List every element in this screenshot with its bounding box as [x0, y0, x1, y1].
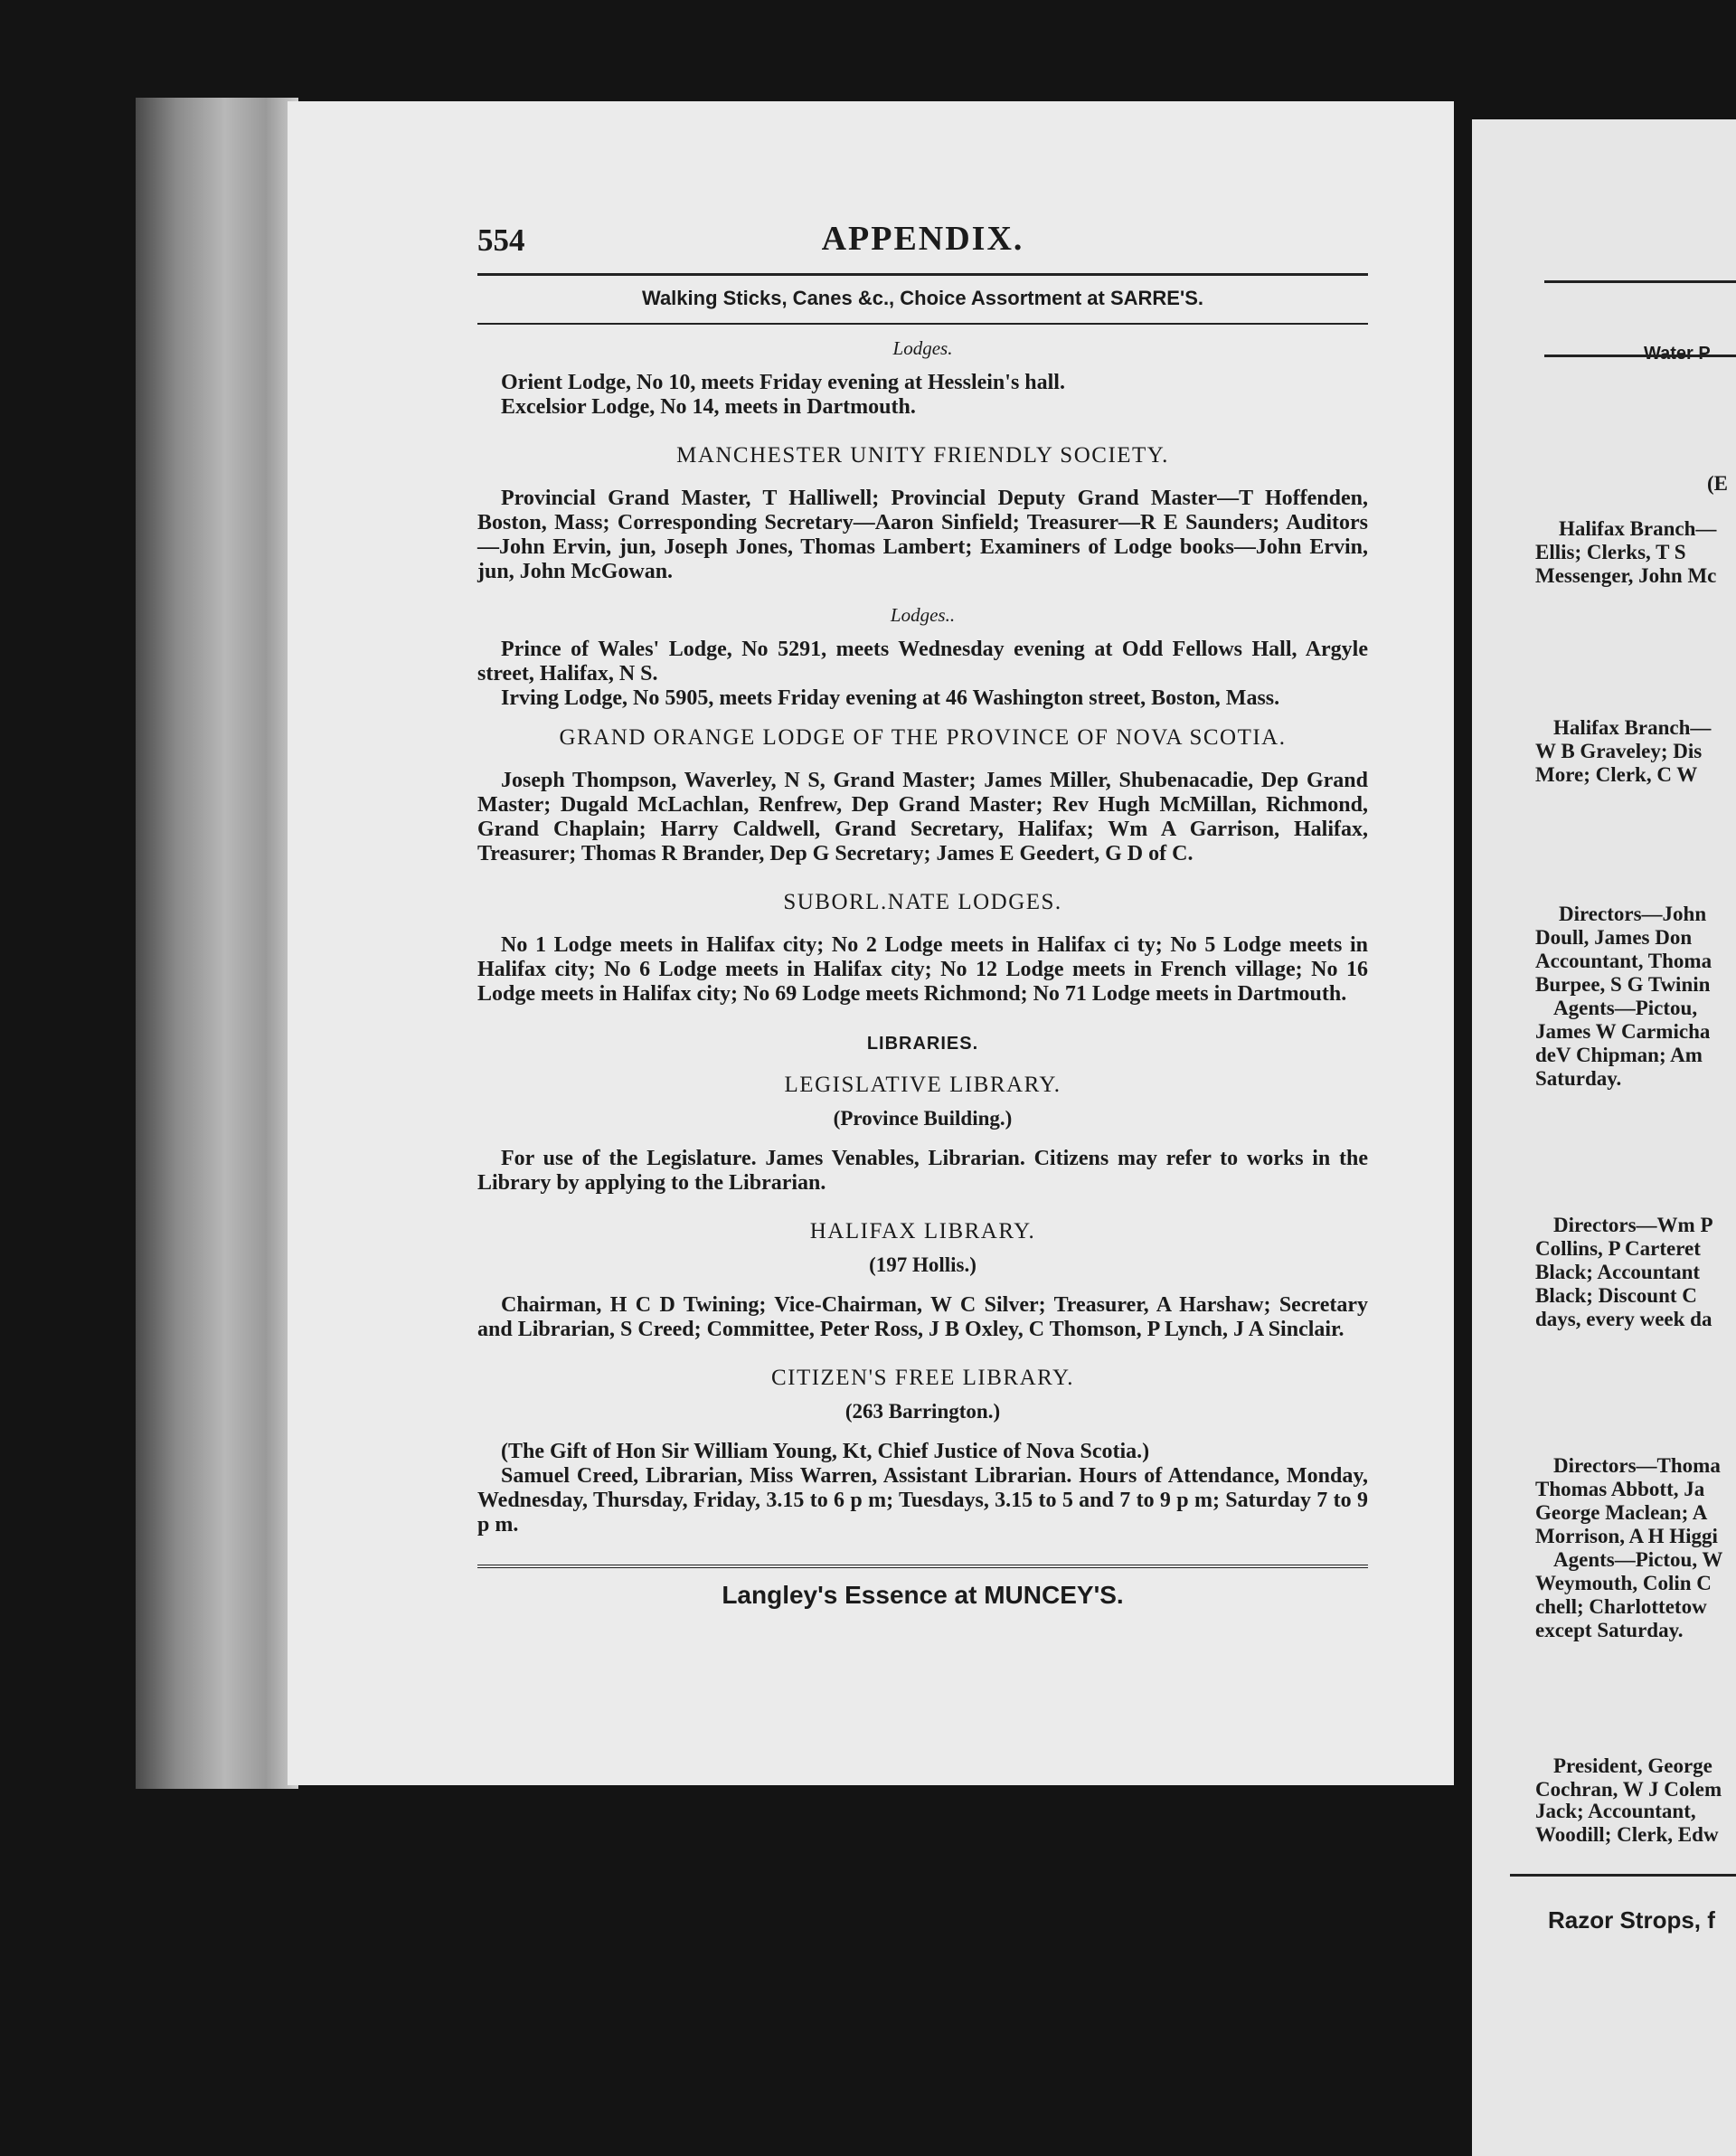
section-heading-manchester: MANCHESTER UNITY FRIENDLY SOCIETY.: [676, 443, 1169, 468]
right-text-fragment: Agents—Pictou,: [1553, 997, 1698, 1019]
halifax-library-text: Chairman, H C D Twining; Vice-Chairman, W C Silver; Treasurer, A Harshaw; Secretary and Librarian, S Creed; Committee, Peter Ross, J B Oxley, C Thomson, P Lynch, J A Sinclair.: [477, 1293, 1368, 1341]
right-text-fragment: Black; Discount C: [1535, 1284, 1697, 1307]
page-title: APPENDIX.: [821, 220, 1024, 258]
lodge-entry: Orient Lodge, No 10, meets Friday evening at Hesslein's hall.: [501, 371, 1065, 394]
orange-lodge-officers: Joseph Thompson, Waverley, N S, Grand Master; James Miller, Shubenacadie, Dep Grand Master; Dugald McLachlan, Renfrew, Dep Grand Master; Rev Hugh McMillan, Richmond, Grand Chaplain; Harry Caldwell, Grand Secretary, Halifax; Wm A Garrison, Halifax, Treasurer; Thomas R Brander, Dep G Secretary; James E Geedert, G D of C.: [477, 769, 1368, 865]
right-text-fragment: Messenger, John Mc: [1535, 564, 1717, 587]
right-text-fragment: Ellis; Clerks, T S: [1535, 541, 1686, 563]
section-heading-subordinate: SUBORL.NATE LODGES.: [783, 890, 1062, 914]
right-text-fragment: days, every week da: [1535, 1308, 1712, 1330]
right-text-fragment: Agents—Pictou, W: [1553, 1548, 1723, 1571]
right-text-fragment: Jack; Accountant,: [1535, 1800, 1696, 1822]
right-text-fragment: President, George: [1553, 1754, 1712, 1777]
banner-rule: [477, 323, 1368, 325]
right-text-fragment: Weymouth, Colin C: [1535, 1572, 1712, 1594]
citizens-library-gift: (The Gift of Hon Sir William Young, Kt, Chief Justice of Nova Scotia.): [501, 1440, 1150, 1463]
book-binding-edge: [136, 98, 298, 1789]
right-header-rule: [1544, 280, 1736, 283]
advertisement-footer: Langley's Essence at MUNCEY'S.: [722, 1581, 1124, 1609]
right-text-fragment: Directors—Wm P: [1553, 1214, 1713, 1236]
right-text-fragment: Accountant, Thoma: [1535, 950, 1712, 972]
legislative-library-location: (Province Building.): [833, 1107, 1013, 1130]
page-number: 554: [477, 222, 525, 258]
right-text-fragment: Directors—Thoma: [1553, 1454, 1721, 1477]
right-text-fragment: George Maclean; A: [1535, 1501, 1708, 1524]
right-text-fragment: Cochran, W J Colem: [1535, 1778, 1722, 1801]
lodge-entry: Prince of Wales' Lodge, No 5291, meets Wednesday evening at Odd Fellows Hall, Argyle street, Halifax, N S.: [477, 638, 1368, 686]
right-banner-rule: [1544, 355, 1736, 357]
section-heading-libraries: LIBRARIES.: [866, 1034, 979, 1054]
legislative-library-text: For use of the Legislature. James Venables, Librarian. Citizens may refer to works in the Library by applying to the Librarian.: [477, 1147, 1368, 1195]
right-footer-fragment: Razor Strops, f: [1548, 1906, 1715, 1934]
right-text-fragment: Thomas Abbott, Ja: [1535, 1478, 1705, 1500]
right-page-fragment: [1472, 119, 1736, 1811]
right-text-fragment: Halifax Branch—: [1553, 716, 1712, 739]
right-text-fragment: Woodill; Clerk, Edw: [1535, 1823, 1719, 1846]
left-page: [288, 101, 1454, 1785]
right-text-fragment: More; Clerk, C W: [1535, 763, 1698, 786]
advertisement-banner: Walking Sticks, Canes &c., Choice Assortment at SARRE'S.: [642, 287, 1203, 309]
right-text-fragment: except Saturday.: [1535, 1619, 1684, 1641]
right-text-fragment: Halifax Branch—: [1559, 517, 1717, 540]
lodge-entry: Irving Lodge, No 5905, meets Friday evening at 46 Washington street, Boston, Mass.: [501, 686, 1280, 710]
lodges-subheading: Lodges..: [890, 604, 956, 626]
citizens-library-location: (263 Barrington.): [844, 1400, 1001, 1423]
right-text-fragment: chell; Charlottetow: [1535, 1595, 1707, 1618]
right-text-fragment: W B Graveley; Dis: [1535, 740, 1703, 762]
right-text-fragment: James W Carmicha: [1535, 1020, 1711, 1043]
right-footer-rule: [1510, 1874, 1736, 1877]
page-header: [477, 219, 1368, 273]
lodges-subheading: Lodges.: [892, 337, 953, 359]
footer-rule: [477, 1565, 1368, 1568]
right-text-fragment: Black; Accountant: [1535, 1261, 1701, 1283]
subordinate-lodges-text: No 1 Lodge meets in Halifax city; No 2 Lodge meets in Halifax ci ty; No 5 Lodge meets in Halifax city; No 6 Lodge meets in Halifax city; No 12 Lodge meets in French village; No 16 Lodge meets in Halifax city; No 69 Lodge meets Richmond; No 71 Lodge meets in Dartmouth.: [477, 933, 1368, 1006]
citizens-library-text: Samuel Creed, Librarian, Miss Warren, Assistant Librarian. Hours of Attendance, Monday, Wednesday, Thursday, Friday, 3.15 to 6 p m; Tuesdays, 3.15 to 5 and 7 to 9 p m; Saturday 7 to 9 p m.: [477, 1464, 1368, 1537]
halifax-library-heading: HALIFAX LIBRARY.: [809, 1219, 1036, 1243]
legislative-library-heading: LEGISLATIVE LIBRARY.: [784, 1073, 1061, 1097]
right-banner-fragment: Water P: [1644, 344, 1711, 364]
section-heading-orange-lodge: GRAND ORANGE LODGE OF THE PROVINCE OF NOVA SCOTIA.: [559, 725, 1287, 750]
right-page-lower: [1472, 1811, 1736, 2156]
halifax-library-location: (197 Hollis.): [869, 1253, 976, 1276]
left-page-content: [477, 219, 1368, 1610]
citizens-library-heading: CITIZEN'S FREE LIBRARY.: [770, 1366, 1075, 1390]
right-text-fragment: Collins, P Carteret: [1535, 1237, 1701, 1260]
manchester-officers: Provincial Grand Master, T Halliwell; Provincial Deputy Grand Master—T Hoffenden, Boston, Mass; Corresponding Secretary—Aaron Sinfield; Treasurer—R E Saunders; Auditors—John Ervin, jun, Joseph Jones, Thomas Lambert; Examiners of Lodge books—John Ervin, jun, John McGowan.: [477, 487, 1368, 583]
right-text-fragment: Doull, James Don: [1535, 926, 1693, 949]
right-text-fragment: Burpee, S G Twinin: [1535, 973, 1711, 996]
right-text-fragment: Saturday.: [1535, 1067, 1622, 1090]
right-text-fragment: deV Chipman; Am: [1535, 1044, 1703, 1066]
right-text-fragment: Morrison, A H Higgi: [1535, 1525, 1718, 1547]
lodge-entry: Excelsior Lodge, No 14, meets in Dartmouth.: [501, 395, 916, 419]
right-text-fragment: Directors—John: [1559, 903, 1707, 925]
right-text-fragment: (E: [1707, 472, 1728, 495]
